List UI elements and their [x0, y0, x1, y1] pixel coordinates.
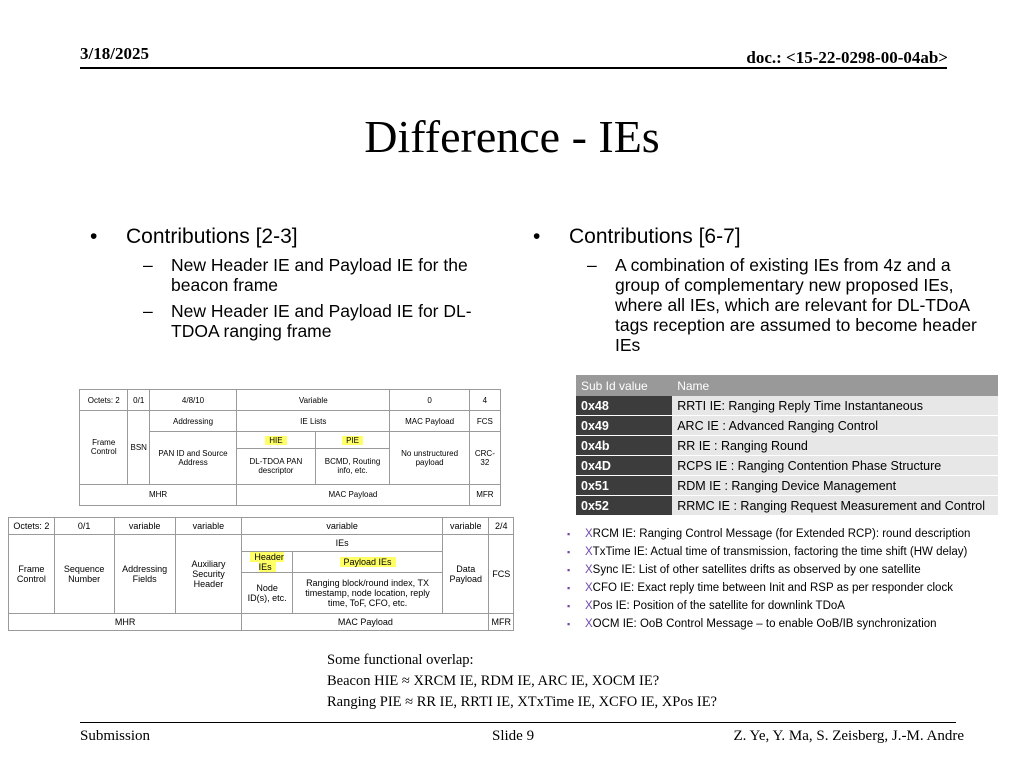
bullet-icon: ▪ — [567, 565, 571, 575]
cell: BCMD, Routing info, etc. — [315, 449, 390, 485]
bullet-icon: ▪ — [567, 619, 571, 629]
bullet-icon: ▪ — [567, 583, 571, 593]
bullet-icon: ▪ — [567, 529, 571, 539]
list-item — [567, 543, 1012, 561]
cell — [237, 432, 316, 449]
sub-id-table — [576, 375, 998, 516]
cell: variable — [443, 518, 489, 535]
ie-name-cell: RRTI IE: Ranging Reply Time Instantaneous — [672, 396, 998, 416]
right-sub-1-text: A combination of existing IEs from 4z and a group of complementary new proposed IEs, where all IEs, which are relevant for DL-TDoA tags reception are assumed to become header IEs — [615, 255, 977, 355]
sub-id-cell: 0x4b — [576, 436, 672, 456]
sub-id-cell: 0x4D — [576, 456, 672, 476]
cell: Octets: 2 — [9, 518, 55, 535]
cell: 4 — [469, 390, 500, 411]
beacon-frame-table — [79, 389, 501, 506]
cell: MAC Payload — [237, 484, 470, 505]
sub-id-cell: 0x48 — [576, 396, 672, 416]
ranging-frame-table — [8, 517, 514, 631]
left-sub-2-text: New Header IE and Payload IE for DL-TDOA ranging frame — [171, 301, 472, 341]
x-prefix: X — [585, 564, 593, 576]
left-sub-1 — [143, 255, 473, 295]
cell: IE Lists — [237, 411, 390, 432]
cell: FCS — [469, 411, 500, 432]
header-ies-highlight: Header IEs — [250, 552, 284, 572]
right-bullet-text: Contributions [6-7] — [569, 225, 741, 248]
cell: MFR — [469, 484, 500, 505]
cell: No unstructured payload — [390, 432, 469, 485]
right-sub-1 — [587, 255, 982, 355]
cell: Variable — [237, 390, 390, 411]
doc-number: doc.: <15-22-0298-00-04ab> — [746, 48, 948, 67]
bullet-icon: • — [533, 225, 541, 248]
x-prefix: X — [585, 618, 593, 630]
bullet-icon: ▪ — [567, 547, 571, 557]
cell: Frame Control — [9, 535, 55, 614]
cell: variable — [114, 518, 175, 535]
cell — [315, 432, 390, 449]
ie-name-cell: ARC IE : Advanced Ranging Control — [672, 416, 998, 436]
cell: CRC-32 — [469, 432, 500, 485]
dash-icon: – — [143, 301, 153, 321]
cell: 0/1 — [54, 518, 114, 535]
overlap-line: Beacon HIE ≈ XRCM IE, RDM IE, ARC IE, XOCM IE? — [327, 673, 660, 689]
dash-icon: – — [587, 255, 597, 275]
overlap-line: Some functional overlap: — [327, 652, 474, 668]
cell: Frame Control — [80, 411, 128, 485]
header-name: Name — [672, 375, 998, 396]
footer-slide-number: Slide 9 — [492, 728, 535, 744]
hie-highlight: HIE — [265, 436, 286, 445]
ie-name-cell: RRMC IE : Ranging Request Measurement and Control — [672, 496, 998, 516]
ie-name-cell: RCPS IE : Ranging Contention Phase Structure — [672, 456, 998, 476]
overlap-note — [327, 650, 717, 713]
slide-title: Difference - IEs — [364, 111, 660, 162]
left-sub-2 — [143, 301, 473, 341]
slide-date: 3/18/2025 — [80, 44, 149, 63]
cell: 2/4 — [489, 518, 514, 535]
payload-ies-highlight: Payload IEs — [340, 557, 396, 567]
cell: Auxiliary Security Header — [175, 535, 242, 614]
footer-submission: Submission — [80, 728, 151, 744]
cell: MAC Payload — [390, 411, 469, 432]
cell: Addressing Fields — [114, 535, 175, 614]
list-item — [567, 525, 1012, 543]
cell: variable — [175, 518, 242, 535]
left-sub-1-text: New Header IE and Payload IE for the beacon frame — [171, 255, 468, 295]
ie-description: RCM IE: Ranging Control Message (for Extended RCP): round description — [592, 528, 971, 540]
sub-id-cell: 0x51 — [576, 476, 672, 496]
cell — [293, 552, 443, 573]
list-item — [567, 561, 1012, 579]
cell — [242, 552, 293, 573]
header-divider — [80, 67, 947, 69]
pie-highlight: PIE — [342, 436, 363, 445]
cell: 4/8/10 — [149, 390, 236, 411]
cell: PAN ID and Source Address — [149, 432, 236, 485]
cell: IEs — [242, 535, 443, 552]
cell: DL-TDOA PAN descriptor — [237, 449, 316, 485]
cell: MAC Payload — [242, 614, 489, 631]
cell: Data Payload — [443, 535, 489, 614]
new-ie-list — [567, 525, 1012, 633]
list-item — [567, 597, 1012, 615]
ie-description: Pos IE: Position of the satellite for downlink TDoA — [592, 600, 845, 612]
list-item — [567, 615, 1012, 633]
left-bullet-text: Contributions [2-3] — [126, 225, 298, 248]
ie-name-cell: RR IE : Ranging Round — [672, 436, 998, 456]
x-prefix: X — [585, 546, 593, 558]
x-prefix: X — [585, 528, 593, 540]
dash-icon: – — [143, 255, 153, 275]
cell: MFR — [489, 614, 514, 631]
list-item — [567, 579, 1012, 597]
cell: variable — [242, 518, 443, 535]
ie-description: Sync IE: List of other satellites drifts as observed by one satellite — [592, 564, 921, 576]
cell: Node ID(s), etc. — [242, 573, 293, 614]
footer-divider — [80, 722, 956, 723]
cell: Ranging block/round index, TX timestamp, node location, reply time, ToF, CFO, etc. — [293, 573, 443, 614]
ie-description: TxTime IE: Actual time of transmission, factoring the time shift (HW delay) — [592, 546, 968, 558]
x-prefix: X — [585, 582, 593, 594]
cell: Sequence Number — [54, 535, 114, 614]
footer-authors: Z. Ye, Y. Ma, S. Zeisberg, J.-M. Andre — [733, 728, 964, 744]
cell: FCS — [489, 535, 514, 614]
header-sub-id: Sub Id value — [576, 375, 672, 396]
ie-description: OCM IE: OoB Control Message – to enable OoB/IB synchronization — [592, 618, 937, 630]
sub-id-cell: 0x52 — [576, 496, 672, 516]
cell: 0 — [390, 390, 469, 411]
cell: MHR — [80, 484, 237, 505]
sub-id-cell: 0x49 — [576, 416, 672, 436]
bullet-icon: ▪ — [567, 601, 571, 611]
ie-name-cell: RDM IE : Ranging Device Management — [672, 476, 998, 496]
ie-description: CFO IE: Exact reply time between Init and RSP as per responder clock — [592, 582, 953, 594]
cell: MHR — [9, 614, 242, 631]
cell: Octets: 2 — [80, 390, 128, 411]
x-prefix: X — [585, 600, 593, 612]
cell: Addressing — [149, 411, 236, 432]
cell: 0/1 — [128, 390, 149, 411]
cell: BSN — [128, 411, 149, 485]
bullet-icon: • — [90, 225, 98, 248]
overlap-line: Ranging PIE ≈ RR IE, RRTI IE, XTxTime IE, XCFO IE, XPos IE? — [327, 694, 717, 710]
